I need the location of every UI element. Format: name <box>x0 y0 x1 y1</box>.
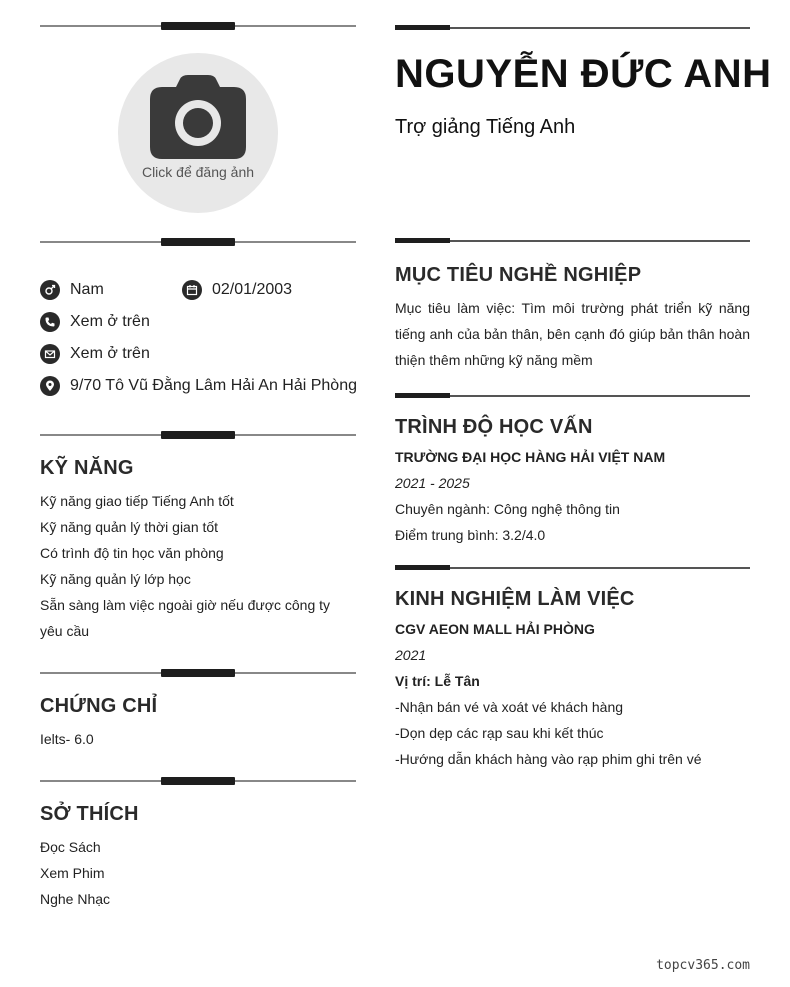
phone-row <box>40 310 150 334</box>
skills-title: KỸ NĂNG <box>40 457 134 479</box>
address-value: 9/70 Tô Vũ Đằng Lâm Hải An Hải Phòng <box>70 377 357 394</box>
section-divider <box>395 25 750 31</box>
address-row <box>40 374 357 398</box>
education-title: TRÌNH ĐỘ HỌC VẤN <box>395 416 593 438</box>
email-value: Xem ở trên <box>70 345 150 362</box>
camera-icon <box>150 75 246 159</box>
objective-text: Mục tiêu làm việc: Tìm môi trường phát triển kỹ năng tiếng anh của bản thân, bên cạnh đó giúp bản thân hoàn thiện thêm những kỹ năng mềm <box>395 300 750 368</box>
education-major: Chuyên ngành: Công nghệ thông tin <box>395 501 620 517</box>
experience-details <box>395 616 702 772</box>
email-row <box>40 342 150 366</box>
hobby-item: Đọc Sách <box>40 839 101 855</box>
skill-item: Kỹ năng quản lý thời gian tốt <box>40 519 219 535</box>
hobby-item: Xem Phim <box>40 865 105 881</box>
section-divider <box>395 393 750 399</box>
gender-value: Nam <box>70 281 104 298</box>
certificates-title: CHỨNG CHỈ <box>40 695 158 717</box>
education-gpa: Điểm trung bình: 3.2/4.0 <box>395 527 546 543</box>
hobby-item: Nghe Nhạc <box>40 891 111 907</box>
education-details <box>395 444 665 548</box>
experience-position: Vị trí: Lễ Tân <box>395 673 480 689</box>
school-name: TRƯỜNG ĐẠI HỌC HÀNG HẢI VIỆT NAM <box>395 449 666 465</box>
phone-value: Xem ở trên <box>70 313 150 330</box>
candidate-role: Trợ giảng Tiếng Anh <box>395 116 576 138</box>
gender-row <box>40 278 104 302</box>
duty-item: -Dọn dẹp các rạp sau khi kết thúc <box>395 725 604 741</box>
duty-item: -Nhận bán vé và xoát vé khách hàng <box>395 699 624 715</box>
experience-year: 2021 <box>395 647 427 663</box>
dob-value: 02/01/2003 <box>212 281 293 298</box>
location-icon <box>40 376 60 396</box>
skill-item: Sẵn sàng làm việc ngoài giờ nếu được công ty yêu cầu <box>40 597 331 639</box>
experience-title: KINH NGHIỆM LÀM VIỆC <box>395 588 635 610</box>
section-divider <box>40 431 356 439</box>
skill-item: Kỹ năng giao tiếp Tiếng Anh tốt <box>40 493 234 509</box>
objective-title: MỤC TIÊU NGHỀ NGHIỆP <box>395 264 642 286</box>
section-divider <box>40 669 356 677</box>
certificate-item: Ielts- 6.0 <box>40 731 94 747</box>
avatar-caption: Click để đăng ảnh <box>141 164 255 180</box>
section-divider <box>40 22 356 30</box>
candidate-name: NGUYỄN ĐỨC ANH <box>395 52 772 96</box>
duty-item: -Hướng dẫn khách hàng vào rạp phim ghi trên vé <box>395 751 702 767</box>
hobbies-title: SỞ THÍCH <box>40 803 139 825</box>
company-name: CGV AEON MALL HẢI PHÒNG <box>395 621 595 637</box>
dob-row <box>182 278 292 302</box>
calendar-icon <box>182 280 202 300</box>
email-icon <box>40 344 60 364</box>
section-divider <box>40 777 356 785</box>
skill-item: Kỹ năng quản lý lớp học <box>40 571 191 587</box>
section-divider <box>395 565 750 571</box>
section-divider <box>40 238 356 246</box>
gender-icon <box>40 280 60 300</box>
section-divider <box>395 238 750 244</box>
avatar-upload[interactable] <box>118 53 278 213</box>
skills-list <box>40 488 356 644</box>
phone-icon <box>40 312 60 332</box>
skill-item: Có trình độ tin học văn phòng <box>40 545 224 561</box>
footer-brand: topcv365.com <box>656 958 750 973</box>
education-period: 2021 - 2025 <box>395 475 470 491</box>
hobbies-list <box>40 834 110 912</box>
